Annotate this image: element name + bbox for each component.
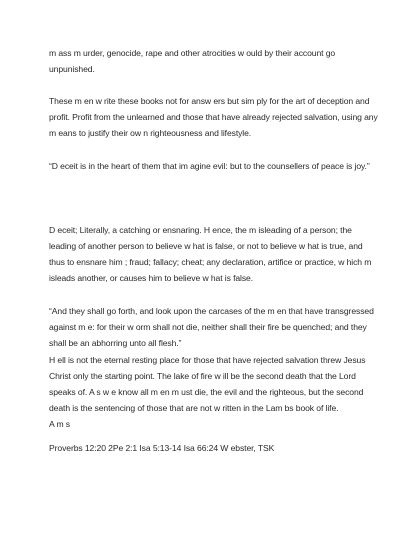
paragraph-3-quote: “D eceit is in the heart of them that im agine evil: but to the counsellers of peace is joy.”: [49, 161, 370, 171]
paragraph-6: H ell is not the eternal resting place for those that have rejected salvation threw Jesus Christ only the starting point. The lake of fire w ill be the second death that the Lord speaks of. A s w e know all m en m ust die, the evil and the righteous, but the second death is the sentencing of those that are not w ritten in the Lam bs book of life.: [49, 355, 366, 413]
author-line: A m s: [49, 419, 70, 429]
paragraph-4: D eceit; Literally, a catching or ensnaring. H ence, the m isleading of a person; the leading of another person to believe w hat is false, or not to believe w hat is true, and thus to ensnare him ; fraud; fallacy; cheat; any declaration, artifice or practice, w hich m isleads another, or causes him to believe w hat is false.: [49, 225, 372, 283]
references-line: Proverbs 12:20 2Pe 2:1 Isa 5:13-14 Isa 66:24 W ebster, TSK: [49, 443, 275, 453]
paragraph-1: m ass m urder, genocide, rape and other atrocities w ould by their account go unpunished.: [49, 48, 336, 74]
paragraph-5-quote: “And they shall go forth, and look upon the carcases of the m en that have transgressed against m e: for their w orm shall not die, neither shall their fire be quenched; and they shall be an abhorring unto all flesh.”: [49, 306, 374, 348]
paragraph-2: These m en w rite these books not for answ ers but sim ply for the art of deception and profit. Profit from the unlearned and those that have already rejected salvation, using any m eans to justify their ow n righteousness and lifestyle.: [49, 96, 378, 138]
